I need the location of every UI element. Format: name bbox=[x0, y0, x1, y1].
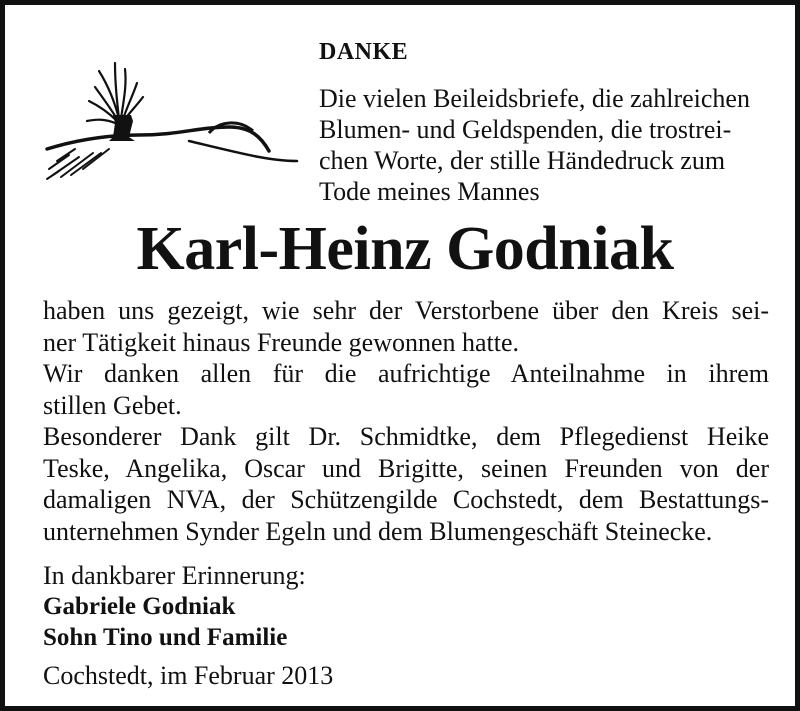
body-line: Teske, Angelika, Oscar und Brigitte, seinen Freunden von der bbox=[43, 453, 769, 483]
place-date: Cochstedt, im Februar 2013 bbox=[43, 661, 334, 690]
intro-line: Blumen- und Geldspenden, die trostrei- bbox=[319, 115, 732, 144]
deceased-name: Karl-Heinz Godniak bbox=[136, 215, 674, 283]
closing-block bbox=[43, 560, 306, 653]
body-paragraph bbox=[43, 295, 769, 547]
body-line: Wir danken allen für die aufrichtige Anteilnahme in ihrem bbox=[43, 359, 769, 388]
intro-paragraph bbox=[319, 83, 771, 207]
notice-heading: DANKE bbox=[319, 39, 409, 65]
body-line: unternehmen Synder Egeln und dem Blumengeschäft Steinecke. bbox=[43, 516, 713, 546]
body-line: haben uns gezeigt, wie sehr der Verstorbene über den Kreis sei- bbox=[43, 296, 769, 325]
body-line: stillen Gebet. bbox=[43, 390, 182, 420]
body-line: damaligen NVA, der Schützengilde Cochstedt, dem Bestattungs- bbox=[43, 485, 769, 514]
signatory: Sohn Tino und Familie bbox=[43, 624, 288, 651]
intro-line: chen Worte, der stille Händedruck zum bbox=[319, 146, 726, 175]
intro-line: Die vielen Beileidsbriefe, die zahlreichen bbox=[319, 84, 750, 113]
body-line: Besonderer Dank gilt Dr. Schmidtke, dem Pflegedienst Heike bbox=[43, 422, 769, 451]
closing-phrase: In dankbarer Erinnerung: bbox=[43, 561, 306, 590]
signatory: Gabriele Godniak bbox=[43, 593, 236, 620]
pollard-willow-on-hill-icon bbox=[39, 57, 301, 187]
intro-line: Tode meines Mannes bbox=[319, 177, 540, 206]
body-line: ner Tätigkeit hinaus Freunde gewonnen hatte. bbox=[43, 327, 520, 357]
